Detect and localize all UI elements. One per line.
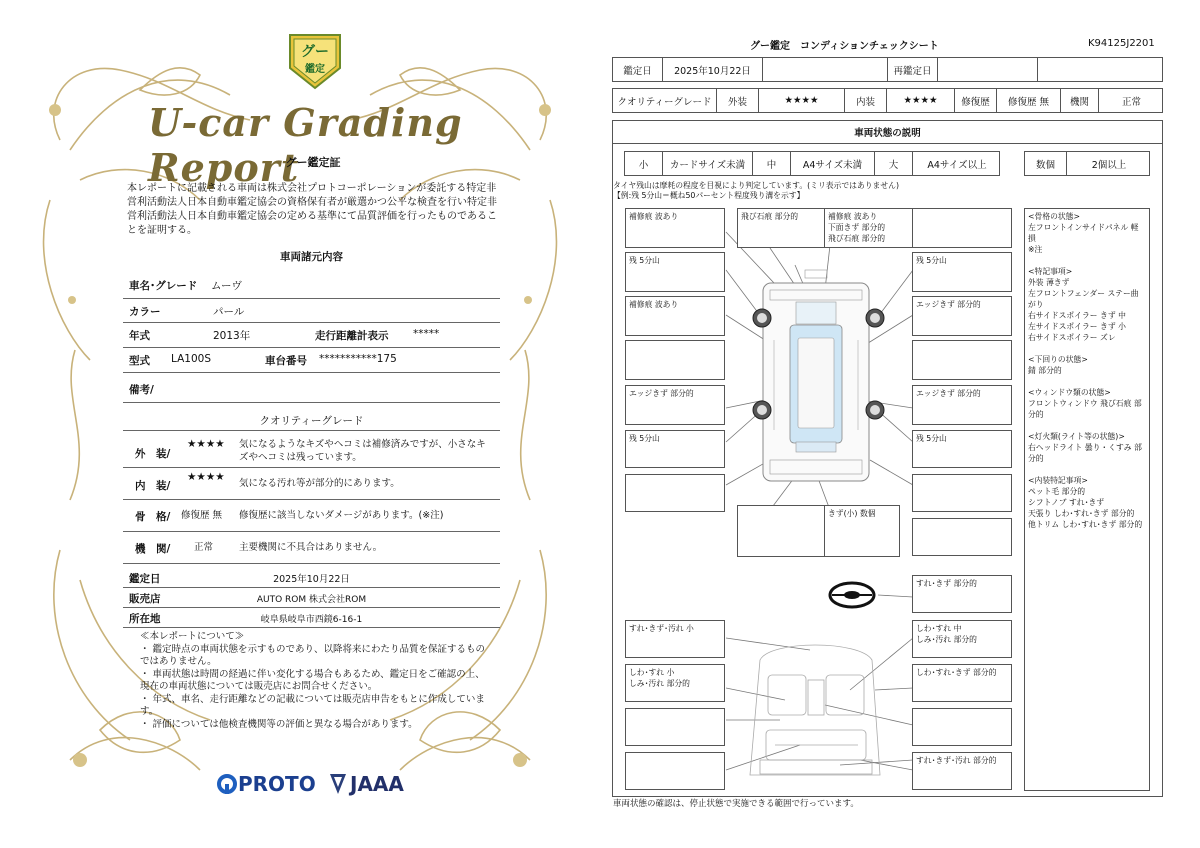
repair-history-value: 修復歴 無 [997, 89, 1061, 112]
about-item-1: ・ 鑑定時点の車両状態を示すものであり、以降将来にわたり品質を保証するものではありません。 [140, 643, 486, 667]
condition-note-box: エッジきず 部分的 [912, 385, 1012, 425]
special-notes-panel: <骨格の状態> 左フロントインサイドパネル 軽損 ※注 <特記事項> 外装 薄きず 左フロントフェンダー ステー曲がり 右サイドスポイラー きず 中 左サイドスポイラー きず 小 右サイドスポイラー ズレ <下回りの状態> 錆 部分的 <ウィンドウ類の状態> フロントウィンドウ 飛び石痕 部分的 <灯火類(ライト等の状態)> 右ヘッドライト 曇り・くすみ 部分的 <内装特記事項> ペット毛 部分的 シフトノブ すれ･きず 天張り しわ･すれ･きず 部分的 他トリム しわ･すれ･きず 部分的 [1024, 208, 1150, 791]
year-label: 年式 [129, 330, 150, 342]
model-label: 型式 [129, 355, 150, 367]
info-row-address [123, 607, 500, 628]
condition-note-box [912, 708, 1012, 746]
info-row-date [123, 565, 500, 588]
mileage-value: ***** [413, 328, 440, 340]
certificate-intro: 本レポートに記載される車両は株式会社プロトコーポレーションが委託する特定非営利活動法人日本自動車鑑定協会の資格保有者が厳選かつ公平な検査を行い特定非営利活動法人日本自動車鑑定協会の定める基準にて品質評価を行ったものであることを証明する。 [127, 183, 497, 236]
engine-label: 機関 [1061, 89, 1099, 112]
frame-description: 修復歴に該当しないダメージがあります。(※注) [239, 510, 444, 521]
small-desc: カードサイズ未満 [663, 152, 753, 175]
condition-note-box [912, 474, 1012, 512]
about-item-2: ・ 車両状態は時間の経過に伴い変化する場合もあるため、鑑定日をご確認の上、現在の車両状態については販売店にお問合せください。 [140, 668, 485, 692]
color-label: カラー [129, 306, 161, 318]
mileage-label: 走行距離計表示 [315, 330, 389, 342]
status-heading: 車両状態の説明 [612, 120, 1163, 144]
proto-logo-text: PROTO [238, 772, 316, 796]
interior-description: 気になる汚れ等が部分的にあります。 [239, 478, 400, 489]
address-label: 所在地 [129, 613, 161, 625]
grade-row-engine [123, 531, 500, 564]
jaaa-mark-icon [328, 772, 348, 796]
grade-row-exterior [123, 432, 500, 468]
condition-note-box: すれ･きず 部分的 [912, 575, 1012, 613]
condition-note-box: 補修痕 波あり 下面きず 部分的 飛び石痕 部分的 [824, 208, 924, 248]
condition-note-box [625, 708, 725, 746]
condition-note-box: 補修痕 波あり [625, 296, 725, 336]
mid-label: 中 [753, 152, 791, 175]
jaaa-logo [328, 772, 404, 796]
condition-check-sheet [600, 0, 1200, 848]
frame-value: 修復歴 無 [181, 510, 223, 521]
swirl-left [70, 350, 79, 500]
spec-row-car-name [123, 270, 500, 299]
condition-note-box [625, 752, 725, 790]
condition-note-box: エッジきず 部分的 [912, 296, 1012, 336]
grade-row-frame [123, 499, 500, 532]
interior-stars: ★★★★ [187, 471, 225, 483]
condition-note-box [625, 474, 725, 512]
condition-note-box: しわ･すれ 小 しみ･汚れ 部分的 [625, 664, 725, 702]
large-desc: A4サイズ以上 [927, 159, 987, 171]
condition-note-box: しわ･すれ･きず 部分的 [912, 664, 1012, 702]
dealer-value: AUTO ROM 株式会社ROM [256, 595, 367, 605]
condition-note-box: 残 5分山 [625, 252, 725, 292]
grade-row-interior [123, 467, 500, 500]
quality-grade-label: クオリティーグレード [613, 89, 717, 112]
about-item-3: ・ 年式、車名、走行距離などの記載については販売店申告をもとに作成しています。 [140, 693, 485, 717]
jaaa-logo-text: JAAA [350, 772, 404, 796]
specs-heading: 車両諸元内容 [280, 251, 343, 263]
interior-label: 内 装/ [135, 480, 171, 492]
frame-label: 骨 格/ [135, 511, 171, 523]
tire-note-2: 【例:残 5分山＝概ね50パーセント程度残り溝を示す】 [613, 191, 805, 200]
count-desc: 2個以上 [1091, 159, 1127, 171]
engine-label: 機 関/ [135, 543, 171, 555]
engine-value: 正常 [194, 542, 214, 553]
quality-divider [123, 430, 500, 431]
exterior-label: 外装 [717, 89, 759, 112]
condition-note-box: すれ･きず･汚れ 小 [625, 620, 725, 658]
mid-desc: A4サイズ未満 [791, 152, 875, 175]
car-top-view-icon [753, 270, 884, 481]
spec-row-color [123, 298, 500, 323]
sheet-id: K94125J2201 [1088, 38, 1155, 49]
chassis-label: 車台番号 [265, 355, 307, 367]
condition-note-box: しわ･すれ 中 しみ･汚れ 部分的 [912, 620, 1012, 658]
interior-label: 内装 [845, 89, 887, 112]
about-heading: ≪本レポートについて≫ [140, 631, 245, 642]
condition-note-box: 残 5分山 [625, 430, 725, 468]
condition-note-box [625, 340, 725, 380]
proto-logo [216, 772, 316, 796]
info-row-dealer [123, 587, 500, 608]
condition-note-box: エッジきず 部分的 [625, 385, 725, 425]
tire-note-1: タイヤ残山は摩耗の程度を目視により判定しています。(ミリ表示ではありません) [613, 181, 899, 190]
spec-row-remarks [123, 372, 500, 403]
car-name-label: 車名･グレード [129, 280, 198, 292]
quality-heading: クオリティーグレード [259, 415, 364, 427]
goo-kantei-badge-icon [285, 30, 345, 92]
count-label: 数個 [1025, 152, 1067, 175]
sheet-title: グー鑑定 コンディションチェックシート [750, 41, 939, 52]
condition-note-box: きず(小) 数個 [824, 505, 900, 557]
dealer-label: 販売店 [129, 593, 161, 605]
about-report [140, 631, 490, 731]
exterior-label: 外 装/ [135, 448, 171, 460]
repair-history-label: 修復歴 [955, 89, 997, 112]
sheet-footer-note: 車両状態の確認は、停止状態で実施できる範囲で行っています。 [613, 799, 859, 809]
condition-note-box [912, 340, 1012, 380]
steering-wheel-icon [830, 583, 874, 607]
year-value: 2013年 [213, 330, 251, 342]
spec-row-year [123, 322, 500, 348]
condition-note-box [912, 208, 1012, 248]
remarks-label: 備考/ [129, 384, 154, 396]
exterior-description: 気になるようなキズやヘコミは補修済みですが、小さなキズやヘコミは残っています。 [239, 439, 486, 463]
date-value: 2025年10月22日 [273, 574, 350, 585]
color-value: パール [213, 306, 245, 318]
interior-stars: ★★★★ [887, 89, 955, 112]
condition-note-box: 残 5分山 [912, 430, 1012, 468]
date-label: 鑑定日 [129, 573, 161, 585]
exterior-stars: ★★★★ [759, 89, 845, 112]
badge-top-text: グー [301, 44, 329, 60]
address-value: 岐阜県岐阜市西鏡6-16-1 [260, 615, 363, 625]
condition-note-box [912, 518, 1012, 556]
car-name-value: ムーヴ [211, 280, 242, 292]
condition-note-box: 飛び石痕 部分的 [737, 208, 837, 248]
condition-note-box [737, 505, 825, 557]
condition-note-box: 補修痕 波あり [625, 208, 725, 248]
script-title: U-car Grading Report [148, 100, 463, 190]
inspect-date-label: 鑑定日 [613, 58, 663, 81]
proto-mark-icon [216, 772, 238, 796]
inspect-date-value: 2025年10月22日 [663, 58, 763, 81]
exterior-stars: ★★★★ [187, 438, 225, 450]
engine-description: 主要機関に不具合はありません。 [239, 542, 383, 553]
large-label: 大 [875, 152, 913, 175]
certificate-title: グー鑑定証 [285, 156, 341, 169]
badge-bottom-text: 鑑定 [305, 64, 325, 75]
model-value: LA100S [171, 353, 211, 365]
small-label: 小 [625, 152, 663, 175]
about-item-4: ・ 評価については他検査機関等の評価と異なる場合があります。 [140, 718, 418, 730]
reinspect-date-label: 再鑑定日 [888, 58, 938, 81]
chassis-value: ***********175 [319, 353, 397, 365]
spec-row-model [123, 347, 500, 373]
swirl-right [521, 350, 530, 500]
engine-value: 正常 [1121, 96, 1141, 108]
condition-note-box: 残 5分山 [912, 252, 1012, 292]
condition-note-box: すれ･きず･汚れ 部分的 [912, 752, 1012, 790]
